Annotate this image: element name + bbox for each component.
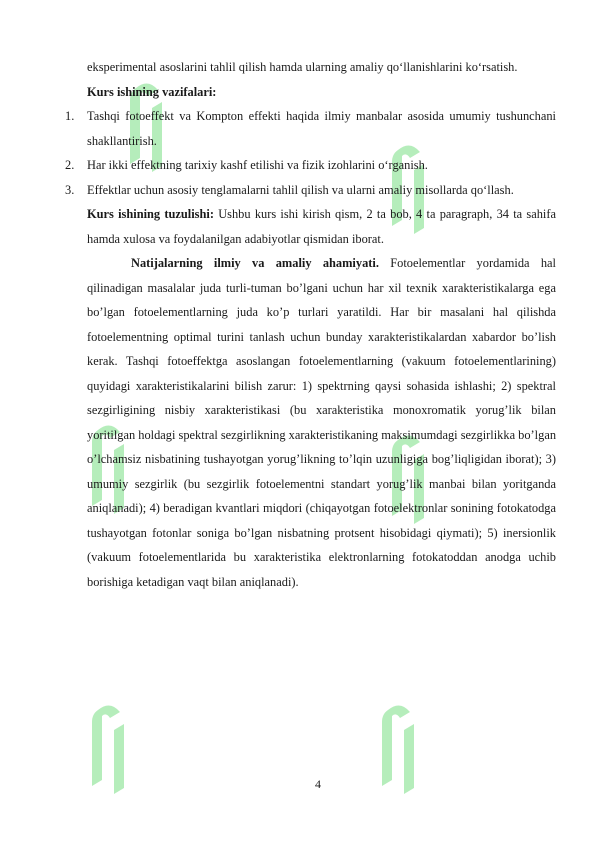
list-number: 3. bbox=[65, 182, 75, 197]
tasks-heading: Kurs ishining vazifalari: bbox=[87, 84, 217, 99]
structure-text: Ushbu kurs ishi kirish qism, 2 ta bob, 4 ta paragraph, 34 ta sahifa hamda xulosa va foydalanilgan adabiyotlar qismidan iborat. bbox=[87, 207, 557, 246]
structure-label: Kurs ishining tuzulishi: bbox=[87, 207, 214, 221]
list-item bbox=[65, 104, 556, 153]
significance-label: Natijalarning ilmiy va amaliy ahamiyati. bbox=[131, 256, 379, 270]
significance-text: Fotoelementlar yordamida hal qilinadigan masalalar juda turli-tuman bo’lgani uchun har xil texnik xarakteristikalarga ega bo’lgan fotoelementlarning juda ko’p turlari yaratildi. Har bir masalani hal qilishda fotoelementning optimal turini tanlash uchun bunday xarakteristikalardan xabardor bo’lish kerak. Tashqi fotoeffektga asoslangan fotoelementlarning (vakuum fotoelementlarining) quyidagi xarakteristikalarini bilish zarur: 1) spektrning qaysi sohasida ishlashi; 2) spektral sezgirligining nisbiy xarakteristikasi (bu xarakteristika monoxromatik yorug’lik bilan yoritilgan holdagi spektral sezgirlikning xarakteristikaning maksimumdagi sezgirlikka bo’lgan o’lchamsiz nisbatining tushayotgan yorug’likning to’lqin uzunligiga bog’liqligidan iborat); 3) umumiy sezgirlik (bu sezgirlik fotoelementni standart yorug’lik manbai bilan yoritganda aniqlanadi); 4) beradigan kvantlari miqdori (chiqayotgan fotoelektronlar sonining fotokatodga tushayotgan fotonlar soniga bo’lgan nisbatning protsent hisobidagi qiymati); 5) inersionlik (vakuum fotoelementlarida bu xarakteristika elektronlarning fotokatoddan anodga uchib borishiga ketadigan vaqt bilan aniqlanadi). bbox=[87, 256, 557, 589]
list-item bbox=[65, 153, 556, 178]
page-number: 4 bbox=[315, 777, 321, 791]
list-item-text: Effektlar uchun asosiy tenglamalarni tahlil qilish va ularni amaliy misollarda qo‘llash. bbox=[87, 182, 514, 197]
body-text bbox=[65, 55, 557, 594]
paragraph-structure bbox=[87, 202, 556, 251]
list-number: 1. bbox=[65, 109, 75, 123]
list-number: 2. bbox=[65, 158, 75, 172]
list-item-text: Tashqi fotoeffekt va Kompton effekti haqida ilmiy manbalar asosida umumiy tushunchani shakllantirish. bbox=[87, 109, 556, 148]
list-item bbox=[65, 178, 556, 203]
list-item-text: Har ikki effektning tarixiy kashf etilishi va fizik izohlarini o‘rganish. bbox=[87, 158, 428, 172]
paragraph-significance bbox=[87, 251, 556, 594]
paragraph-objectives-end: eksperimental asoslarini tahlil qilish hamda ularning amaliy qo‘llanishlarini ko‘rsatish. bbox=[87, 60, 518, 74]
